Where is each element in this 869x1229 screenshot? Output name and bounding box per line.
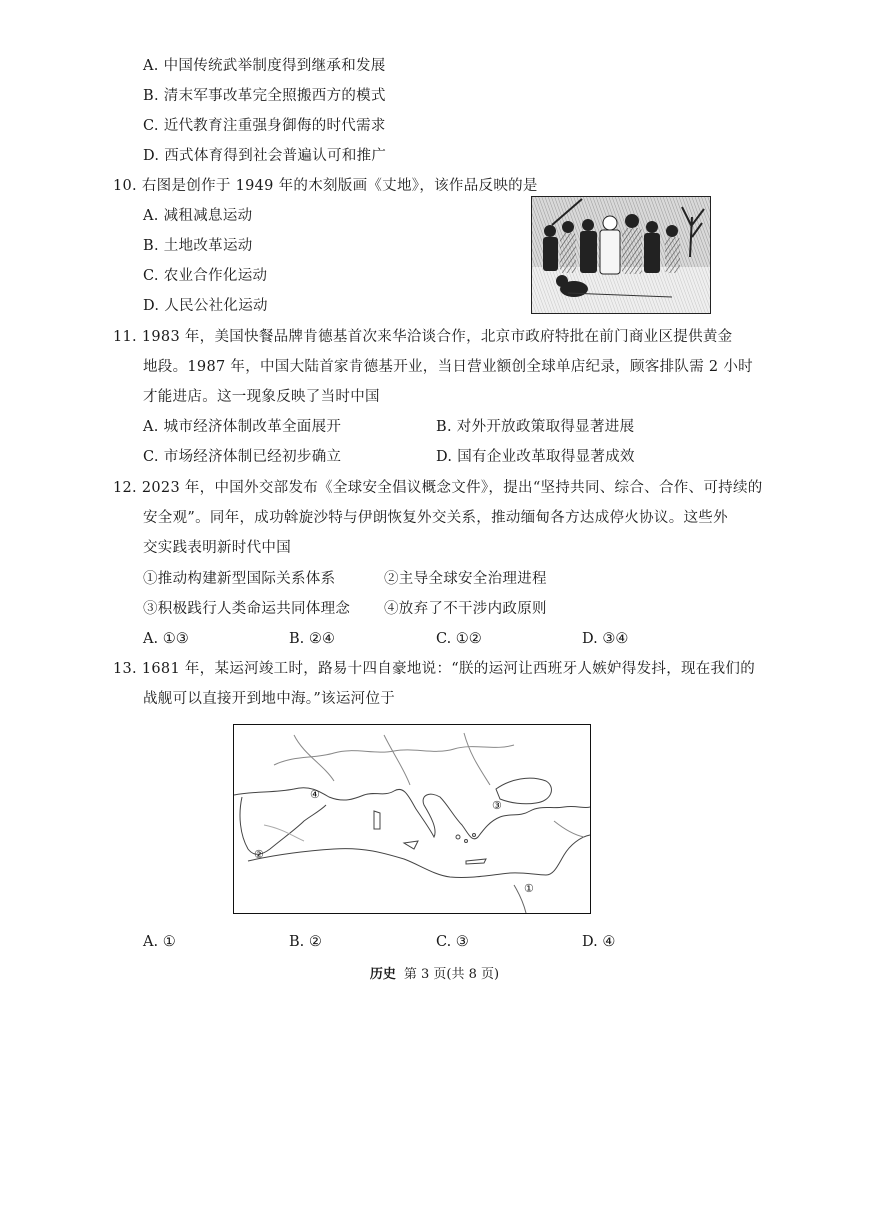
q11-option-d: D. 国有企业改革取得显著成效 bbox=[436, 449, 635, 465]
map-marker-1: ① bbox=[524, 882, 534, 895]
q9-option-b: B. 清末军事改革完全照搬西方的模式 bbox=[143, 88, 386, 104]
q12-stem-line-1: 12. 2023 年，中国外交部发布《全球安全倡议概念文件》，提出“坚持共同、综合、合作、可持续的 bbox=[113, 480, 763, 496]
q13-stem-line-2: 战舰可以直接开到地中海。”该运河位于 bbox=[143, 691, 396, 707]
q13-option-d: D. ④ bbox=[582, 934, 616, 950]
q12-stem-line-2: 安全观”。同年，成功斡旋沙特与伊朗恢复外交关系，推动缅甸各方达成停火协议。这些外 bbox=[143, 510, 728, 526]
q12-item-4: ④放弃了不干涉内政原则 bbox=[384, 601, 547, 617]
page-footer bbox=[0, 963, 869, 982]
q12-stem-line-3: 交实践表明新时代中国 bbox=[143, 540, 291, 556]
q13-stem-line-1: 13. 1681 年，某运河竣工时，路易十四自豪地说：“朕的运河让西班牙人嫉妒得发抖，现在我们的 bbox=[113, 661, 755, 677]
q11-option-c: C. 市场经济体制已经初步确立 bbox=[143, 449, 342, 465]
map-marker-2: ② bbox=[254, 848, 264, 861]
q13-option-b: B. ② bbox=[289, 934, 322, 950]
q12-item-3: ③积极践行人类命运共同体理念 bbox=[143, 601, 351, 617]
q10-option-b: B. 土地改革运动 bbox=[143, 238, 253, 254]
footer-subject: 历史 bbox=[369, 967, 396, 982]
q13-option-c: C. ③ bbox=[436, 934, 469, 950]
footer-page-number: 第 3 页(共 8 页) bbox=[403, 967, 500, 982]
q11-option-b: B. 对外开放政策取得显著进展 bbox=[436, 419, 635, 435]
q11-option-a: A. 城市经济体制改革全面展开 bbox=[143, 419, 342, 435]
q9-option-d: D. 西式体育得到社会普遍认可和推广 bbox=[143, 148, 387, 164]
q10-stem: 10. 右图是创作于 1949 年的木刻版画《丈地》，该作品反映的是 bbox=[113, 178, 538, 194]
q12-item-1: ①推动构建新型国际关系体系 bbox=[143, 571, 336, 587]
mediterranean-map bbox=[233, 724, 591, 914]
q12-option-b: B. ②④ bbox=[289, 631, 335, 647]
woodcut-illustration bbox=[531, 196, 711, 314]
q11-stem-line-1: 11. 1983 年，美国快餐品牌肯德基首次来华洽谈合作，北京市政府特批在前门商业区提供黄金 bbox=[113, 329, 733, 345]
q10-option-c: C. 农业合作化运动 bbox=[143, 268, 268, 284]
q11-stem-line-2: 地段。1987 年，中国大陆首家肯德基开业，当日营业额创全球单店纪录，顾客排队需 2 小时 bbox=[143, 359, 753, 375]
q10-option-a: A. 减租减息运动 bbox=[143, 208, 253, 224]
q9-option-a: A. 中国传统武举制度得到继承和发展 bbox=[143, 58, 386, 74]
q10-option-d: D. 人民公社化运动 bbox=[143, 298, 268, 314]
map-marker-3: ③ bbox=[492, 799, 502, 812]
q9-option-c: C. 近代教育注重强身御侮的时代需求 bbox=[143, 118, 386, 134]
q12-option-d: D. ③④ bbox=[582, 631, 629, 647]
q12-option-a: A. ①③ bbox=[143, 631, 189, 647]
q13-option-a: A. ① bbox=[143, 934, 176, 950]
map-marker-4: ④ bbox=[310, 788, 320, 801]
q12-item-2: ②主导全球安全治理进程 bbox=[384, 571, 547, 587]
q12-option-c: C. ①② bbox=[436, 631, 482, 647]
q11-stem-line-3: 才能进店。这一现象反映了当时中国 bbox=[143, 389, 380, 405]
